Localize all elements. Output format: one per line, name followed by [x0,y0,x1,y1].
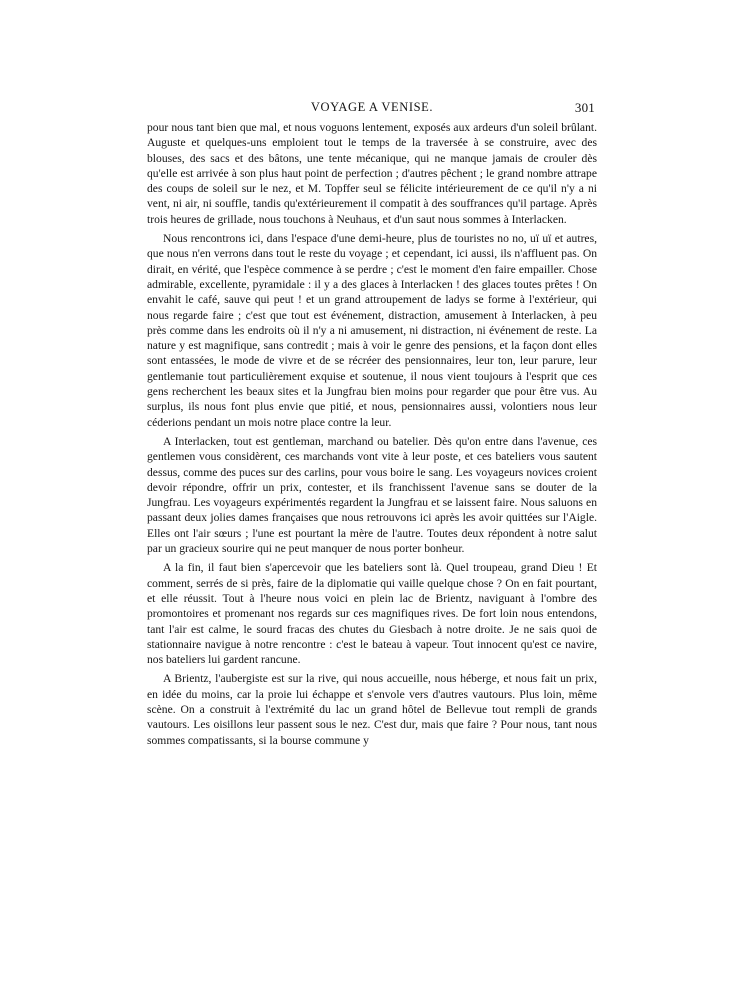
paragraph-bateliers: A la fin, il faut bien s'apercevoir que les bateliers sont là. Quel troupeau, grand Dieu ! Et comment, serrés de si près, faire de la diplomatie qui vaille quelque chose ? On en fait pourtant, et elle réussit. Tout à l'heure nous voici en plein lac de Brientz, naviguant à l'ombre des promontoires et promenant nos regards sur ces magnifiques rives. De fort loin nous entendons, tant l'air est calme, le sourd fracas des chutes du Giesbach à notre droite. Je ne sais quoi de stationnaire navigue à notre rencontre : c'est le bateau à vapeur. Tout innocent qu'est ce navire, nos bateliers lui gardent rancune. [147,561,597,667]
page-number: 301 [574,100,595,115]
body-text [147,120,597,748]
paragraph-interlacken: A Interlacken, tout est gentleman, marchand ou batelier. Dès qu'on entre dans l'avenue, ces gentlemen vous considèrent, ces marchands vont vite à leur poste, et ces bateliers vous sautent dessus, comme des puces sur des carlins, pour vous boire le sang. Les voyageurs novices croient devoir répondre, offrir un prix, contester, et ils franchissent l'avenue sans se douter de la Jungfrau. Les voyageurs expérimentés regardent la Jungfrau et se laissent faire. Nous saluons en passant deux jolies dames françaises que nous retrouvons ici après les avoir quittées sur l'Aigle. Elles ont l'air sœurs ; l'une est pourtant la mère de l'autre. Toutes deux répondent à notre salut par un gracieux sourire qui ne peut manquer de nous porter bonheur. [147,434,597,556]
book-page [147,100,597,752]
paragraph-continued: pour nous tant bien que mal, et nous voguons lentement, exposés aux ardeurs d'un soleil brûlant. Auguste et quelques-uns emploient tout le temps de la traversée à se construire, avec des blouses, des sacs et des bâtons, une tente mécanique, qui ne manque jamais de crouler dès qu'elle est arrivée à son plus haut point de perfection ; d'autres pêchent ; le grand nombre attrape des coups de soleil sur le nez, et M. Topffer seul se félicite intérieurement de ce qu'il n'y a ni vent, ni air, ni souffle, tandis qu'extérieurement il compatit à des souffrances qu'il partage. Après trois heures de grillade, nous touchons à Neuhaus, et d'un saut nous sommes à Interlacken. [147,121,597,226]
running-title: VOYAGE A VENISE. [310,100,434,114]
paragraph-tourists: Nous rencontrons ici, dans l'espace d'une demi-heure, plus de touristes no no, uï uï et autres, que nous n'en verrons dans tout le reste du voyage ; et cependant, ici aussi, ils n'affluent pas. On dirait, en vérité, que l'espèce commence à se perdre ; c'est le moment d'en faire empailler. Chose admirable, excellente, pyramidale : il y a des glaces à Interlacken ! des glaces toutes prêtes ! On envahit le café, sauve qui peut ! et un grand attroupement de ladys se forme à l'extérieur, qui nous regarde faire ; c'est que tout est événement, distraction, amusement à Interlacken, à peu près comme dans les endroits où il n'y a ni amusement, ni distraction, ni événement de reste. La nature y est magnifique, sans contredit ; mais à voir le genre des pensions, et la façon dont elles sont entassées, le mode de vivre et de se récréer des pensionnaires, leur ton, leur parure, leur gentlemanie tout particulièrement exquise et soutenue, il nous vient toujours à l'esprit que ces gens recherchent les beaux sites et la Jungfrau bien moins pour regarder que pour être vus. Au surplus, ils nous font plus envie que pitié, et nous, pensionnaires aussi, volontiers nous leur céderions pendant un mois notre place contre la leur. [147,232,597,429]
paragraph-brientz: A Brientz, l'aubergiste est sur la rive, qui nous accueille, nous héberge, et nous fait un prix, en idée du moins, car la proie lui échappe et s'envole vers d'autres vautours. Plus loin, même scène. On a construit à l'extrémité du lac un grand hôtel de Bellevue tout rempli de grands vautours. Les oisillons leur passent sous le nez. C'est dur, mais que faire ? Pour nous, tant nous sommes compatissants, si la bourse commune y [147,672,597,747]
running-header [147,100,597,118]
